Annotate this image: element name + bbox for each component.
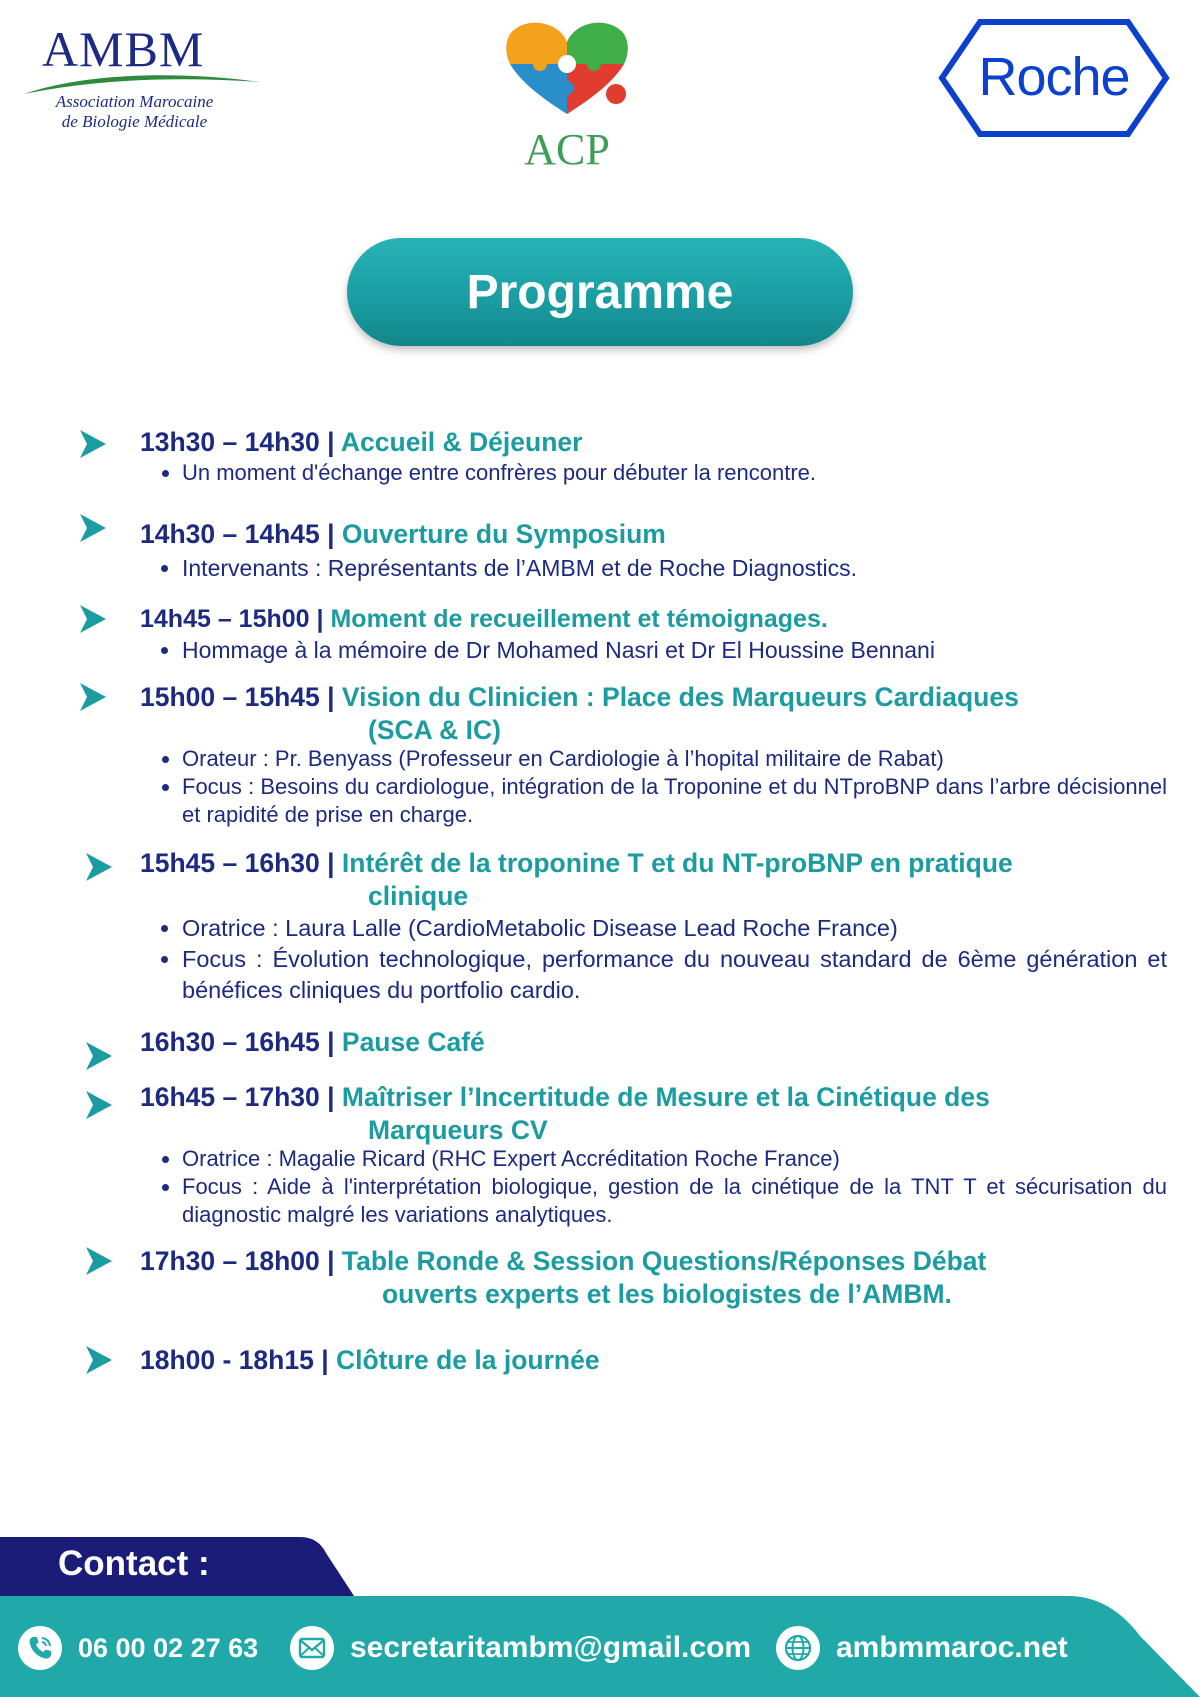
- schedule-bullet: • Hommage à la mémoire de Dr Mohamed Nasri et Dr El Houssine Bennani: [182, 636, 1167, 664]
- arrow-bullet-icon: [78, 681, 108, 713]
- schedule-time: 14h45 – 15h00: [140, 605, 310, 633]
- ambm-subtitle-line2: de Biologie Médicale: [61, 112, 208, 131]
- puzzle-heart-icon: [500, 14, 634, 124]
- schedule-bullet: • Focus : Aide à l'interprétation biologique, gestion de la cinétique de la TNT T et sécurisation du diagnostic malgré les variations analytiques.: [182, 1173, 1167, 1229]
- schedule-bullets: [162, 745, 1167, 829]
- schedule-topic: Maîtriser l’Incertitude de Mesure et la Cinétique des: [341, 1082, 990, 1112]
- ambm-subtitle-line1: Association Marocaine: [55, 92, 214, 111]
- separator: |: [319, 519, 342, 549]
- mail-icon: [290, 1626, 334, 1670]
- ambm-logo: [22, 18, 262, 138]
- schedule-topic: Moment de recueillement et témoignages.: [330, 605, 828, 633]
- schedule-bullet: • Oratrice : Magalie Ricard (RHC Expert Accréditation Roche France): [182, 1145, 1167, 1173]
- schedule-title: [140, 681, 1150, 745]
- schedule-bullet: • Orateur : Pr. Benyass (Professeur en Cardiologie à l’hopital militaire de Rabat): [182, 745, 1167, 773]
- separator: |: [319, 427, 341, 457]
- schedule-title: [140, 1081, 1150, 1145]
- schedule-time: 17h30 – 18h00: [140, 1246, 320, 1276]
- schedule-bullets: [162, 459, 1167, 487]
- acp-logo: [500, 14, 640, 174]
- contact-website-text: ambmmaroc.net: [836, 1631, 1068, 1664]
- arrow-bullet-icon: [84, 851, 114, 883]
- arrow-bullet-icon: [84, 1089, 114, 1121]
- schedule-time: 16h45 – 17h30: [140, 1082, 320, 1112]
- acp-name: ACP: [524, 125, 610, 174]
- programme-heading: Programme: [347, 238, 853, 346]
- schedule-title: [140, 847, 1150, 911]
- contact-label: Contact :: [58, 1544, 210, 1583]
- schedule-topic-continued: clinique: [368, 881, 469, 911]
- phone-icon: [18, 1626, 62, 1670]
- globe-icon: [776, 1626, 820, 1670]
- arrow-bullet-icon: [84, 1245, 114, 1277]
- schedule-bullet: • Oratrice : Laura Lalle (CardioMetabolic Disease Lead Roche France): [182, 913, 1167, 944]
- schedule-bullet: • Un moment d'échange entre confrères pour débuter la rencontre.: [182, 459, 1167, 487]
- schedule-title: [140, 518, 1150, 551]
- arrow-bullet-icon: [78, 428, 108, 460]
- schedule-topic: Clôture de la journée: [335, 1345, 600, 1375]
- ambm-acronym: AMBM: [42, 21, 205, 77]
- separator: |: [319, 682, 342, 712]
- schedule-title: [140, 1245, 1150, 1309]
- schedule-time: 14h30 – 14h45: [140, 519, 320, 549]
- schedule-topic: Pause Café: [341, 1027, 485, 1057]
- schedule-title: [140, 426, 1150, 459]
- schedule-bullets: [162, 913, 1167, 1006]
- roche-logo: [938, 18, 1170, 138]
- schedule-bullet: • Intervenants : Représentants de l’AMBM et de Roche Diagnostics.: [182, 554, 1167, 582]
- schedule-topic-continued: (SCA & IC): [368, 715, 501, 745]
- contact-email-text: secretaritambm@gmail.com: [350, 1631, 752, 1664]
- contact-phone-text: 06 00 02 27 63: [78, 1632, 259, 1663]
- separator: |: [309, 605, 331, 633]
- schedule-bullet: • Focus : Besoins du cardiologue, intégration de la Troponine et du NTproBNP dans l’arbre décisionnel et rapidité de prise en charge.: [182, 773, 1167, 829]
- schedule-time: 18h00 - 18h15: [140, 1345, 314, 1375]
- separator: |: [319, 1027, 342, 1057]
- contact-email[interactable]: [290, 1622, 751, 1674]
- ambm-subtitle: [22, 92, 247, 132]
- separator: |: [319, 848, 342, 878]
- schedule-title: [140, 603, 1150, 636]
- schedule-topic: Intérêt de la troponine T et du NT-proBNP en pratique: [341, 848, 1013, 878]
- schedule-topic-continued: ouverts experts et les biologistes de l’AMBM.: [382, 1279, 952, 1309]
- schedule-title: [140, 1344, 1150, 1377]
- schedule-time: 13h30 – 14h30: [140, 427, 320, 457]
- roche-name: Roche: [978, 47, 1130, 107]
- schedule-topic: Table Ronde & Session Questions/Réponses Débat: [341, 1246, 987, 1276]
- arrow-bullet-icon: [78, 512, 108, 544]
- schedule-topic: Vision du Clinicien : Place des Marqueurs Cardiaques: [341, 682, 1019, 712]
- schedule-bullets: [162, 1145, 1167, 1229]
- schedule-title: [140, 1026, 1150, 1059]
- separator: |: [319, 1246, 342, 1276]
- schedule-time: 15h45 – 16h30: [140, 848, 320, 878]
- schedule-time: 16h30 – 16h45: [140, 1027, 320, 1057]
- schedule-time: 15h00 – 15h45: [140, 682, 320, 712]
- schedule-topic: Ouverture du Symposium: [341, 519, 666, 549]
- schedule-bullets: [162, 636, 1167, 664]
- separator: |: [313, 1345, 336, 1375]
- schedule-topic-continued: Marqueurs CV: [368, 1115, 548, 1145]
- arrow-bullet-icon: [84, 1344, 114, 1376]
- schedule-topic: Accueil & Déjeuner: [340, 427, 583, 457]
- schedule-bullets: [162, 554, 1167, 582]
- arrow-bullet-icon: [78, 603, 108, 635]
- contact-website[interactable]: [776, 1622, 1068, 1674]
- arrow-bullet-icon: [84, 1040, 114, 1072]
- contact-phone[interactable]: [18, 1622, 258, 1674]
- separator: |: [319, 1082, 342, 1112]
- schedule-bullet: • Focus : Évolution technologique, performance du nouveau standard de 6ème génération et bénéfices cliniques du portfolio cardio.: [182, 944, 1167, 1006]
